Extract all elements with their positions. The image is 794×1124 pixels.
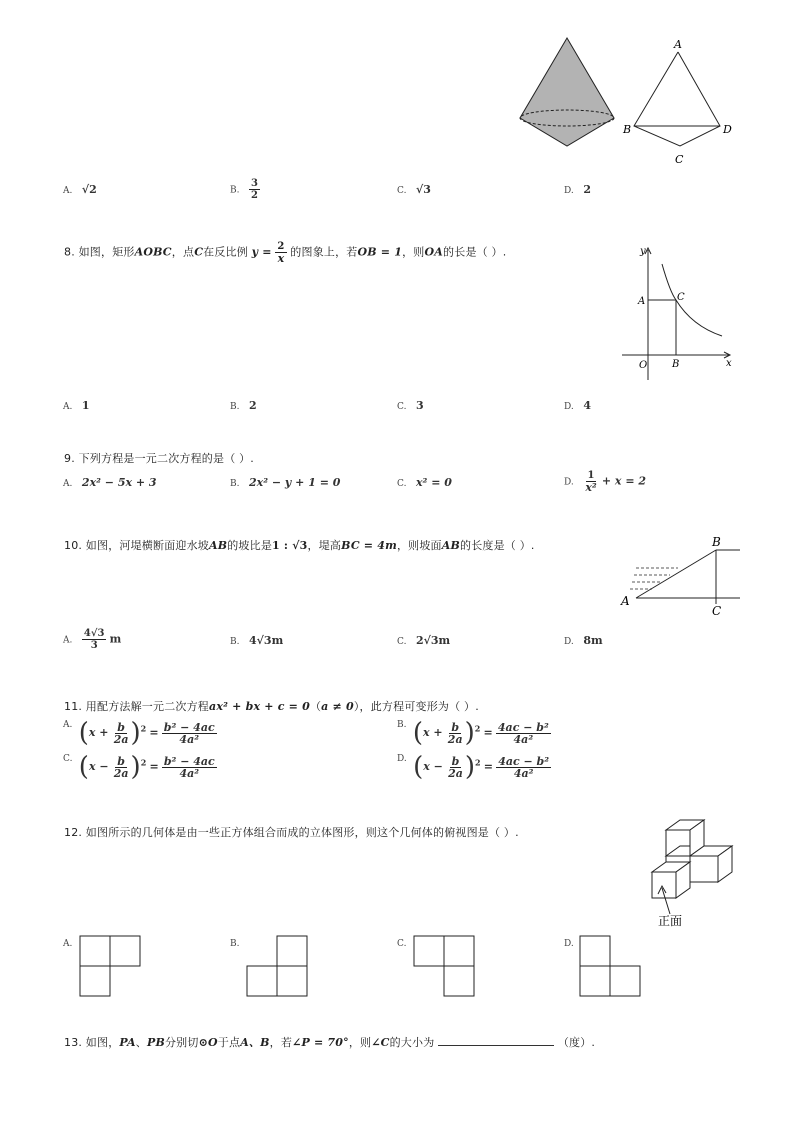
graph-label-a: A (638, 296, 646, 307)
q11-stem: 11. 用配方法解一元二次方程ax² + bx + c = 0（a ≠ 0），此方程可变形为（ ）. (64, 700, 479, 713)
q12-option-c-view[interactable] (413, 935, 475, 997)
q12-option-d-view[interactable] (579, 935, 641, 997)
triangle-net-figure (620, 36, 740, 170)
q8-stem: 8. 如图，矩形AOBC，点C在反比例 y = $\frac{2}{x}$ 的图象上，若OB = 1，则OA的长是（ ）. (64, 241, 507, 265)
q9-stem: 9. 下列方程是一元二次方程的是（ ）. (64, 452, 254, 465)
q13-answer-blank[interactable] (438, 1035, 554, 1046)
fig-label-c: C (675, 153, 684, 166)
q7-option-d[interactable]: D. 2 (564, 183, 591, 196)
cube-solid-figure (644, 816, 740, 928)
graph-label-x: x (726, 358, 732, 369)
fig-label-b: B (623, 123, 632, 136)
front-view-label: 正面 (658, 914, 683, 928)
q12-option-a[interactable]: A. (63, 939, 73, 949)
fig-label-a: A (674, 38, 682, 51)
q8-option-b[interactable]: B. 2 (230, 399, 257, 412)
q9-option-b[interactable]: B. 2x² − y + 1 = 0 (230, 476, 341, 489)
fig-label-d: D (723, 123, 732, 136)
q10-option-a[interactable]: A. $\frac{4√3}{3}$ m (63, 628, 122, 651)
q8-function-fraction: $\frac{2}{x}$ (277, 241, 285, 265)
q8-option-c[interactable]: C. 3 (397, 399, 424, 412)
q12-option-a-view[interactable] (79, 935, 141, 997)
cone-solid-figure (516, 34, 620, 150)
q11-option-a[interactable]: A. (x + $\frac{b}{2a}$ )$^2$ = $\frac{\text{b² − 4ac}}{\text{4a²}}$ (63, 718, 215, 748)
q8-option-d[interactable]: D. 4 (564, 399, 591, 412)
slope-label-c: C (712, 604, 722, 618)
q7-option-d-value: 2 (583, 183, 591, 196)
q8-option-a[interactable]: A. 1 (63, 399, 90, 412)
graph-label-c: C (677, 292, 685, 303)
graph-label-y: y (640, 246, 646, 257)
q7-option-b[interactable]: B. $\frac{3}{2}$ (230, 178, 258, 201)
q12-option-b[interactable]: B. (230, 939, 240, 949)
q10-option-d[interactable]: D. 8m (564, 634, 603, 647)
q7-option-c-value: √3 (415, 183, 431, 196)
q7-option-c[interactable]: C. √3 (397, 183, 431, 196)
slope-label-b: B (712, 535, 721, 549)
q7-option-a[interactable]: A. √2 (63, 183, 97, 196)
q11-option-c[interactable]: C. (x − $\frac{b}{2a}$ )$^2$ = $\frac{\text{b² − 4ac}}{\text{4a²}}$ (63, 752, 215, 782)
q12-option-b-view[interactable] (246, 935, 308, 997)
q10-option-b[interactable]: B. 4√3m (230, 634, 284, 647)
slope-label-a: A (621, 594, 630, 608)
q13-stem: 13. 如图，PA、PB分别切⊙O于点A、B，若∠P = 70°，则∠C的大小为 （度）. (64, 1036, 596, 1049)
hyperbola-graph-figure (618, 240, 738, 386)
q11-option-d[interactable]: D. (x − $\frac{b}{2a}$ )$^2$ = $\frac{\text{4ac − b²}}{\text{4a²}}$ (397, 752, 550, 782)
q9-option-d[interactable]: D. $\frac{1}{\text{x²}}$ + x = 2 (564, 470, 647, 494)
q12-stem: 12. 如图所示的几何体是由一些正方体组合而成的立体图形，则这个几何体的俯视图是（ ）. (64, 826, 519, 839)
q10-stem: 10. 如图，河堤横断面迎水坡AB的坡比是1 : √3，堤高BC = 4m，则坡面AB的长度是（ ）. (64, 539, 535, 552)
q10-option-c[interactable]: C. 2√3m (397, 634, 451, 647)
q7-option-a-value: √2 (81, 183, 97, 196)
q7-option-b-fraction: $\frac{3}{2}$ (251, 178, 258, 201)
q9-option-c[interactable]: C. x² = 0 (397, 476, 452, 489)
q12-option-d[interactable]: D. (564, 939, 574, 949)
q9-option-a[interactable]: A. 2x² − 5x + 3 (63, 476, 157, 489)
graph-label-b: B (672, 359, 680, 370)
graph-label-o: O (639, 360, 648, 371)
embankment-slope-figure (616, 534, 740, 620)
q11-option-b[interactable]: B. (x + $\frac{b}{2a}$ )$^2$ = $\frac{\text{4ac − b²}}{\text{4a²}}$ (397, 718, 549, 748)
q12-option-c[interactable]: C. (397, 939, 407, 949)
